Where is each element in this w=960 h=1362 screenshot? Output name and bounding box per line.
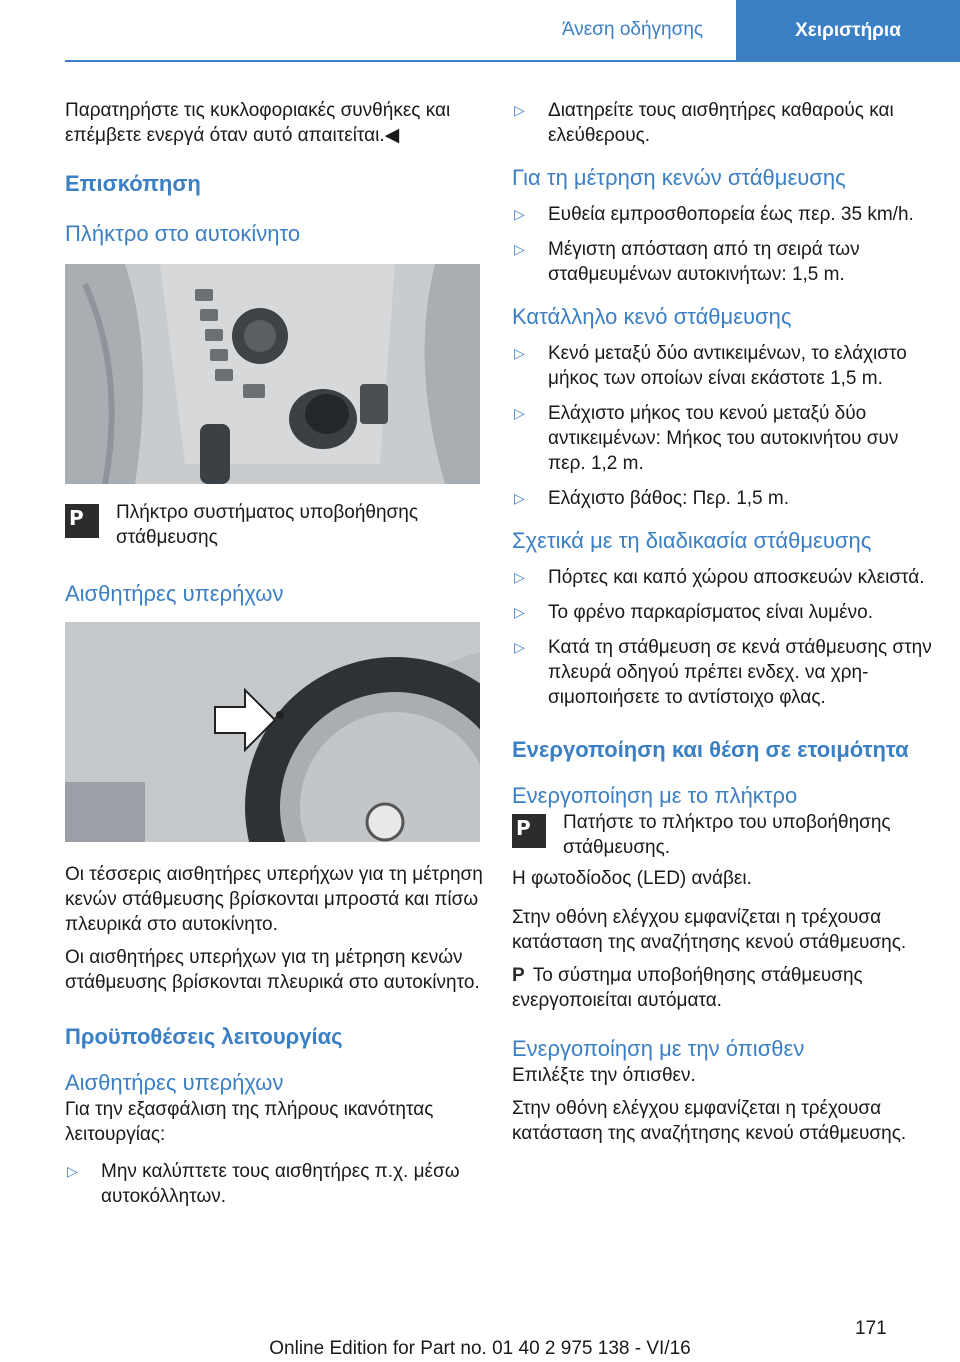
act-button-text: Πατήστε το πλήκτρο του υποβοήθησης στάθμευσης. xyxy=(563,812,891,858)
activation-heading: Ενεργοποίηση και θέση σε ετοιμότητα xyxy=(512,737,909,762)
triangle-right-icon: ▷ xyxy=(67,1163,78,1179)
measure-heading: Για τη μέτρηση κενών στάθμευσης xyxy=(512,165,846,190)
clean-bullet: ▷ Διατηρείτε τους αισθητήρες καθαρούς και ελεύθερους. xyxy=(514,100,894,146)
parking-assist-icon: P xyxy=(65,504,99,538)
prereq-subheading: Αισθητήρες υπερήχων xyxy=(65,1070,284,1095)
process-bullet-1: ▷ Πόρτες και καπό χώρου αποσκευών κλειστά. xyxy=(514,567,925,588)
prereq-bullet: ▷ Μην καλύπτετε τους αισθητήρες π.χ. μέσω αυτοκόλλητων. xyxy=(67,1161,460,1207)
triangle-right-icon: ▷ xyxy=(514,241,525,257)
button-caption-row xyxy=(65,500,483,550)
process-heading: Σχετικά με τη διαδικασία στάθμευσης xyxy=(512,528,872,553)
led-text: Η φωτοδίοδος (LED) ανάβει. xyxy=(512,868,752,889)
left-column xyxy=(65,98,483,1209)
header-chapter-tab: Χειριστήρια xyxy=(736,0,960,62)
prereq-heading: Προϋποθέσεις λειτουργίας xyxy=(65,1024,343,1049)
sensors-paragraph-1: Οι τέσσερις αισθητήρες υπερήχων για τη μέτρηση κενών στάθμευσης βρίσκονται μπροστά και πίσω πλευρικά στο αυτοκίνητο. xyxy=(65,864,483,935)
console-illustration xyxy=(65,264,480,484)
process-bullet-2: ▷ Το φρένο παρκαρίσματος είναι λυμένο. xyxy=(514,602,873,623)
parking-assist-icon: P xyxy=(512,814,546,848)
right-column xyxy=(512,98,932,1146)
display-text-2: Στην οθόνη ελέγχου εμφανίζεται η τρέχουσα κατάσταση της αναζήτησης κενού στάθμευσης. xyxy=(512,1098,907,1144)
act-button-row xyxy=(512,810,932,860)
console-photo xyxy=(65,264,480,484)
act-button-heading: Ενεργοποίηση με το πλήκτρο xyxy=(512,783,798,808)
header-section-tab: Άνεση οδήγησης xyxy=(561,19,704,40)
space-bullet-2: ▷ Ελάχιστο μήκος του κενού μεταξύ δύο αντικειμένων: Μήκος του αυτοκινήτου συν περ. 1,2 m. xyxy=(514,403,899,474)
page-number: 171 xyxy=(855,1318,887,1339)
overview-heading: Επισκόπηση xyxy=(65,171,201,196)
process-bullet-3: ▷ Κατά τη στάθμευση σε κενά στάθμευσης στην πλευρά οδηγού πρέπει ενδεχ. να χρησιμοποιήσετε το αντίστοιχο φλας. xyxy=(514,637,932,708)
triangle-right-icon: ▷ xyxy=(514,345,525,361)
auto-text: P Το σύστημα υποβοήθησης στάθμευσης ενεργοποιείται αυτόματα. xyxy=(512,965,863,1011)
edition-line: Online Edition for Part no. 01 40 2 975 138 - VI/16 xyxy=(269,1338,691,1359)
prereq-text: Για την εξασφάλιση της πλήρους ικανότητας λειτουργίας: xyxy=(65,1099,434,1145)
triangle-right-icon: ▷ xyxy=(514,206,525,222)
parking-assist-small-icon: P xyxy=(512,965,525,986)
measure-bullet-2: ▷ Μέγιστη απόσταση από τη σειρά των σταθμευμένων αυτοκινήτων: 1,5 m. xyxy=(514,239,860,285)
triangle-right-icon: ▷ xyxy=(514,490,525,506)
sensors-paragraph-2: Οι αισθητήρες υπερήχων για τη μέτρηση κενών στάθμευσης βρίσκονται πλευρικά στο αυτοκίνητο. xyxy=(65,947,480,993)
sensors-heading: Αισθητήρες υπερήχων xyxy=(65,581,284,606)
measure-bullet-1: ▷ Ευθεία εμπροσθοπορεία έως περ. 35 km/h. xyxy=(514,204,914,225)
triangle-right-icon: ▷ xyxy=(514,405,525,421)
intro-paragraph: Παρατηρήστε τις κυκλοφοριακές συνθήκες και επέμβετε ενεργά όταν αυτό απαιτείται.◀ xyxy=(65,100,451,146)
space-bullet-1: ▷ Κενό μεταξύ δύο αντικειμένων, το ελάχιστο μήκος των οποίων είναι εκάστοτε 1,5 m. xyxy=(514,343,907,389)
sensor-illustration xyxy=(65,622,480,842)
button-caption: Πλήκτρο συστήματος υποβοήθησης στάθμευσης xyxy=(116,502,418,548)
reverse-text: Επιλέξτε την όπισθεν. xyxy=(512,1065,696,1086)
header-rule xyxy=(65,60,960,62)
reverse-heading: Ενεργοποίηση με την όπισθεν xyxy=(512,1036,805,1061)
sensor-photo xyxy=(65,622,480,842)
space-heading: Κατάλληλο κενό στάθμευσης xyxy=(512,304,792,329)
triangle-right-icon: ▷ xyxy=(514,604,525,620)
button-heading: Πλήκτρο στο αυτοκίνητο xyxy=(65,221,301,246)
display-text-1: Στην οθόνη ελέγχου εμφανίζεται η τρέχουσα κατάσταση της αναζήτησης κενού στάθμευσης. xyxy=(512,907,907,953)
triangle-right-icon: ▷ xyxy=(514,569,525,585)
space-bullet-3: ▷ Ελάχιστο βάθος: Περ. 1,5 m. xyxy=(514,488,789,509)
triangle-right-icon: ▷ xyxy=(514,639,525,655)
triangle-right-icon: ▷ xyxy=(514,102,525,118)
